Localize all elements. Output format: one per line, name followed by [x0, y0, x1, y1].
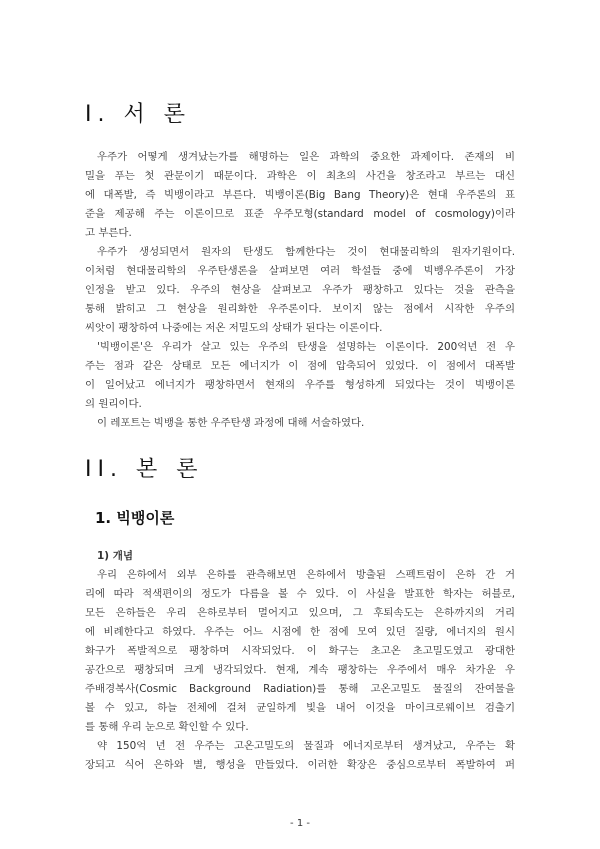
body-heading: II. 본 론 [85, 457, 204, 482]
concept-line: 리에 따라 적색편이의 정도가 다름을 볼 수 있다. 이 사실을 발표한 학자는 허블로, [85, 588, 515, 600]
concept-line: 화구가 폭발적으로 팽창하며 시작되었다. 이 화구는 초고온 초고밀도였고 광대한 [85, 645, 515, 657]
concept-paragraphs [85, 566, 515, 775]
page-number: - 1 - [290, 818, 310, 829]
intro-line: 우주가 생성되면서 원자의 탄생도 함께한다는 것이 현대물리학의 원자기원이다. [97, 246, 515, 258]
concept-line: 장되고 식어 은하와 별, 행성을 만들었다. 이러한 확장은 중심으로부터 폭발하여 퍼 [85, 759, 515, 771]
concept-line: 볼 수 있고, 하늘 전체에 걸쳐 균일하게 빛을 내어 이것을 마이크로웨이브 검출기 [85, 702, 515, 714]
intro-paragraphs [85, 148, 515, 433]
intro-line: 씨앗이 팽창하여 나중에는 저온 저밀도의 상태가 된다는 이론이다. [85, 322, 383, 334]
intro-heading: I. 서 론 [85, 102, 191, 127]
concept-line: 모든 은하들은 우리 은하로부터 멀어지고 있으며, 그 후퇴속도는 은하까지의 거리 [85, 607, 515, 619]
intro-line: 밀을 푸는 첫 관문이기 때문이다. 과학은 이 최초의 사건을 창조라고 부르는 대신 [85, 170, 515, 182]
intro-line: 준을 제공해 주는 이론이므로 표준 우주모형(standard model of cosmology)이라 [85, 208, 515, 220]
intro-line: 인정을 받고 있다. 우주의 현상을 살펴보고 우주가 팽창하고 있다는 것을 관측을 [85, 284, 515, 296]
subsection-title: 1) 개념 [97, 550, 134, 562]
intro-line: 의 원리이다. [85, 398, 142, 410]
intro-line: 이 레포트는 빅뱅을 통한 우주탄생 과정에 대해 서술하였다. [97, 417, 365, 429]
intro-line: 우주가 어떻게 생겨났는가를 해명하는 일은 과학의 중요한 과제이다. 존재의 비 [97, 151, 515, 163]
section-title: 1. 빅뱅이론 [95, 509, 175, 527]
intro-line: 주는 점과 같은 상태로 모든 에너지가 이 점에 압축되어 있었다. 이 점에서 대폭발 [85, 360, 515, 372]
intro-line: 이처럼 현대물리학의 우주탄생론을 살펴보면 여러 학설들 중에 빅뱅우주론이 가장 [85, 265, 515, 277]
concept-line: 약 150억 년 전 우주는 고온고밀도의 물질과 에너지로부터 생겨났고, 우주는 확 [97, 740, 515, 752]
concept-line: 우리 은하에서 외부 은하를 관측해보면 은하에서 방출된 스펙트럼이 은하 간 거 [97, 569, 515, 581]
intro-line: '빅뱅이론'은 우리가 살고 있는 우주의 탄생을 설명하는 이론이다. 200억년 전 우 [97, 341, 515, 353]
concept-line: 주배경복사(Cosmic Background Radiation)를 통해 고온고밀도 물질의 잔여물을 [85, 683, 515, 695]
concept-line: 를 통해 우리 눈으로 확인할 수 있다. [85, 721, 249, 733]
intro-line: 통해 밝히고 그 현상을 원리화한 우주론이다. 보이지 않는 점에서 시작한 우주의 [85, 303, 515, 315]
intro-line: 에 대폭발, 즉 빅뱅이라고 부른다. 빅뱅이론(Big Bang Theory)은 현대 우주론의 표 [85, 189, 515, 201]
concept-line: 에 비례한다고 하였다. 우주는 어느 시점에 한 점에 모여 있던 질량, 에너지의 원시 [85, 626, 515, 638]
concept-line: 공간으로 팽창되며 크게 냉각되었다. 현재, 계속 팽창하는 우주에서 매우 차가운 우 [85, 664, 515, 676]
intro-line: 고 부른다. [85, 227, 132, 239]
intro-line: 이 일어났고 에너지가 팽창하면서 현재의 우주를 형성하게 되었다는 것이 빅뱅이론 [85, 379, 515, 391]
